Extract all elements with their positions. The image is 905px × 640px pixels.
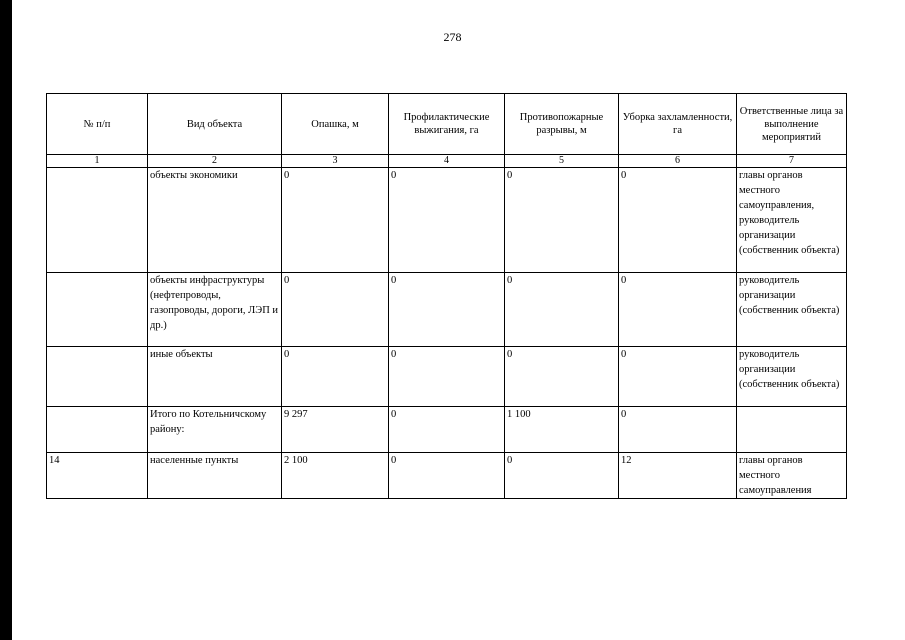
cell-responsible: руководитель организации (собственник объекта): [737, 273, 847, 347]
cell-responsible: главы органов местного самоуправления, руководитель организации (собственник объекта): [737, 168, 847, 273]
cell-plowing: 0: [282, 347, 389, 407]
cell-firebreaks: 1 100: [505, 407, 619, 453]
cell-firebreaks: 0: [505, 168, 619, 273]
cell-debris-cleanup: 12: [619, 453, 737, 499]
total-row: [47, 407, 847, 453]
header-object-type: Вид объекта: [148, 94, 282, 155]
cell-prophylactic-burning: 0: [389, 407, 505, 453]
table-row: [47, 453, 847, 499]
column-number: 1: [47, 155, 148, 168]
cell-plowing: 2 100: [282, 453, 389, 499]
cell-prophylactic-burning: 0: [389, 453, 505, 499]
cell-prophylactic-burning: 0: [389, 168, 505, 273]
measures-table: [46, 93, 847, 499]
cell-prophylactic-burning: 0: [389, 347, 505, 407]
cell-prophylactic-burning: 0: [389, 273, 505, 347]
cell-firebreaks: 0: [505, 453, 619, 499]
header-responsible: Ответственные лица за выполнение мероприятий: [737, 94, 847, 155]
cell-object-type: Итого по Котельничскому району:: [148, 407, 282, 453]
cell-num: 14: [47, 453, 148, 499]
cell-responsible: [737, 407, 847, 453]
cell-responsible: главы органов местного самоуправления: [737, 453, 847, 499]
header-plowing: Опашка, м: [282, 94, 389, 155]
header-row: [47, 94, 847, 155]
column-number: 7: [737, 155, 847, 168]
cell-debris-cleanup: 0: [619, 347, 737, 407]
cell-debris-cleanup: 0: [619, 273, 737, 347]
header-num: № п/п: [47, 94, 148, 155]
column-number: 3: [282, 155, 389, 168]
table-row: [47, 273, 847, 347]
cell-firebreaks: 0: [505, 347, 619, 407]
cell-plowing: 9 297: [282, 407, 389, 453]
header-firebreaks: Противопожарные разрывы, м: [505, 94, 619, 155]
cell-debris-cleanup: 0: [619, 168, 737, 273]
cell-firebreaks: 0: [505, 273, 619, 347]
cell-num: [47, 168, 148, 273]
cell-num: [47, 407, 148, 453]
header-prophylactic-burning: Профилактические выжигания, га: [389, 94, 505, 155]
scan-edge-bar: [0, 0, 12, 640]
cell-plowing: 0: [282, 168, 389, 273]
cell-object-type: объекты экономики: [148, 168, 282, 273]
column-number: 5: [505, 155, 619, 168]
cell-num: [47, 273, 148, 347]
cell-object-type: населенные пункты: [148, 453, 282, 499]
table-row: [47, 347, 847, 407]
column-number: 6: [619, 155, 737, 168]
cell-responsible: руководитель организации (собственник объекта): [737, 347, 847, 407]
column-number-row: [47, 155, 847, 168]
table-row: [47, 168, 847, 273]
cell-object-type: объекты инфраструктуры (нефтепроводы, газопроводы, дороги, ЛЭП и др.): [148, 273, 282, 347]
cell-debris-cleanup: 0: [619, 407, 737, 453]
header-debris-cleanup: Уборка захламленности, га: [619, 94, 737, 155]
cell-object-type: иные объекты: [148, 347, 282, 407]
column-number: 2: [148, 155, 282, 168]
cell-num: [47, 347, 148, 407]
page-number: 278: [443, 30, 462, 44]
cell-plowing: 0: [282, 273, 389, 347]
column-number: 4: [389, 155, 505, 168]
